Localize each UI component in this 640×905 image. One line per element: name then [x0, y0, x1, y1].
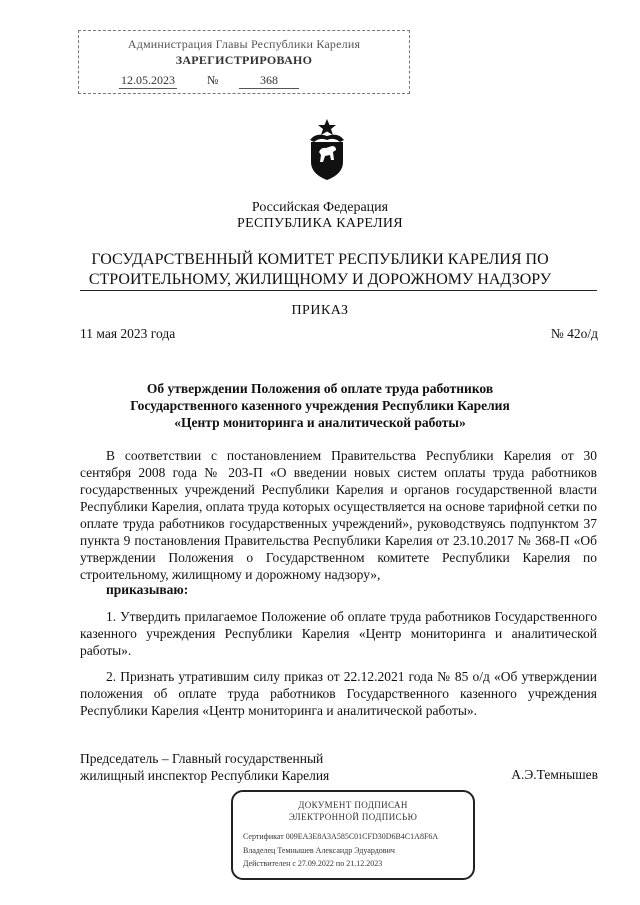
organization-name-line2: СТРОИТЕЛЬНОМУ, ЖИЛИЩНОМУ И ДОРОЖНОМУ НАДЗОРУ [88, 271, 552, 288]
esig-certificate: Сертификат 009ЕА3Е8А3А585С01СFD30D6В4С1А8F6А [243, 832, 439, 841]
esig-validity: Действителен с 27.09.2022 по 21.12.2023 [243, 859, 383, 868]
electronic-signature-stamp [231, 790, 475, 880]
order-item-1: 1. Утвердить прилагаемое Положение об оплате труда работников Государственного казенного учреждения Республики Карелия «Центр мониторинга и аналитической работы». [80, 609, 597, 658]
republic-name: РЕСПУБЛИКА КАРЕЛИЯ [237, 216, 403, 231]
header-divider [80, 290, 597, 291]
signer-position-line1: Председатель – Главный государственный [80, 751, 324, 766]
signer-name: А.Э.Темнышев [511, 767, 598, 782]
orders-word: приказываю: [106, 582, 189, 597]
document-title [0, 380, 640, 431]
order-item-2: 2. Признать утратившим силу приказ от 22.12.2021 года № 85 о/д «Об утверждении положения об оплате труда работников Государственного казенного учреждения Республики Карелия «Центр мониторинга и аналитической работы». [80, 669, 597, 718]
country-name: Российская Федерация [251, 200, 389, 215]
document-title-line3: «Центр мониторинга и аналитической работы» [174, 415, 466, 430]
esig-heading-2: ЭЛЕКТРОННОЙ ПОДПИСЬЮ [288, 812, 418, 822]
stamp-date: 12.05.2023 [121, 73, 175, 87]
signer-position [80, 750, 329, 784]
esig-owner: Владелец Темнышев Александр Эдуардович [243, 846, 395, 855]
stamp-number: 368 [239, 73, 299, 89]
karelia-coat-of-arms-icon [306, 118, 348, 182]
signer-position-line2: жилищный инспектор Республики Карелия [80, 768, 330, 783]
document-number: № 42о/д [550, 326, 598, 341]
stamp-authority: Администрация Главы Республики Карелия [127, 37, 361, 51]
preamble-paragraph: В соответствии с постановлением Правительства Республики Карелия от 30 сентября 2008 года № 203-П «О введении новых систем оплаты труда работников государственных учреждений Республики Карелия и органов государственной власти Республики Карелия, оплата труда которых осуществляется на основе тарифной сетки по оплате труда работников государственных учреждений», руководствуясь подпунктом 37 пункта 9 постановления Правительства Республики Карелия от 23.10.2017 № 368-П «Об утверждении Положения о Государственном комитете Республики Карелия по строительному, жилищному и дорожному надзору», [80, 448, 597, 582]
organization-name [0, 250, 640, 290]
registration-stamp [78, 30, 410, 94]
document-type: ПРИКАЗ [291, 303, 349, 318]
stamp-number-label: № [207, 73, 219, 87]
stamp-registered: ЗАРЕГИСТРИРОВАНО [175, 53, 313, 67]
document-title-line1: Об утверждении Положения об оплате труда работников [146, 381, 494, 396]
esig-heading-1: ДОКУМЕНТ ПОДПИСАН [298, 800, 408, 810]
document-title-line2: Государственного казенного учреждения Республики Карелия [130, 398, 510, 413]
organization-name-line1: ГОСУДАРСТВЕННЫЙ КОМИТЕТ РЕСПУБЛИКИ КАРЕЛИЯ ПО [91, 251, 549, 268]
document-date: 11 мая 2023 года [80, 326, 176, 341]
